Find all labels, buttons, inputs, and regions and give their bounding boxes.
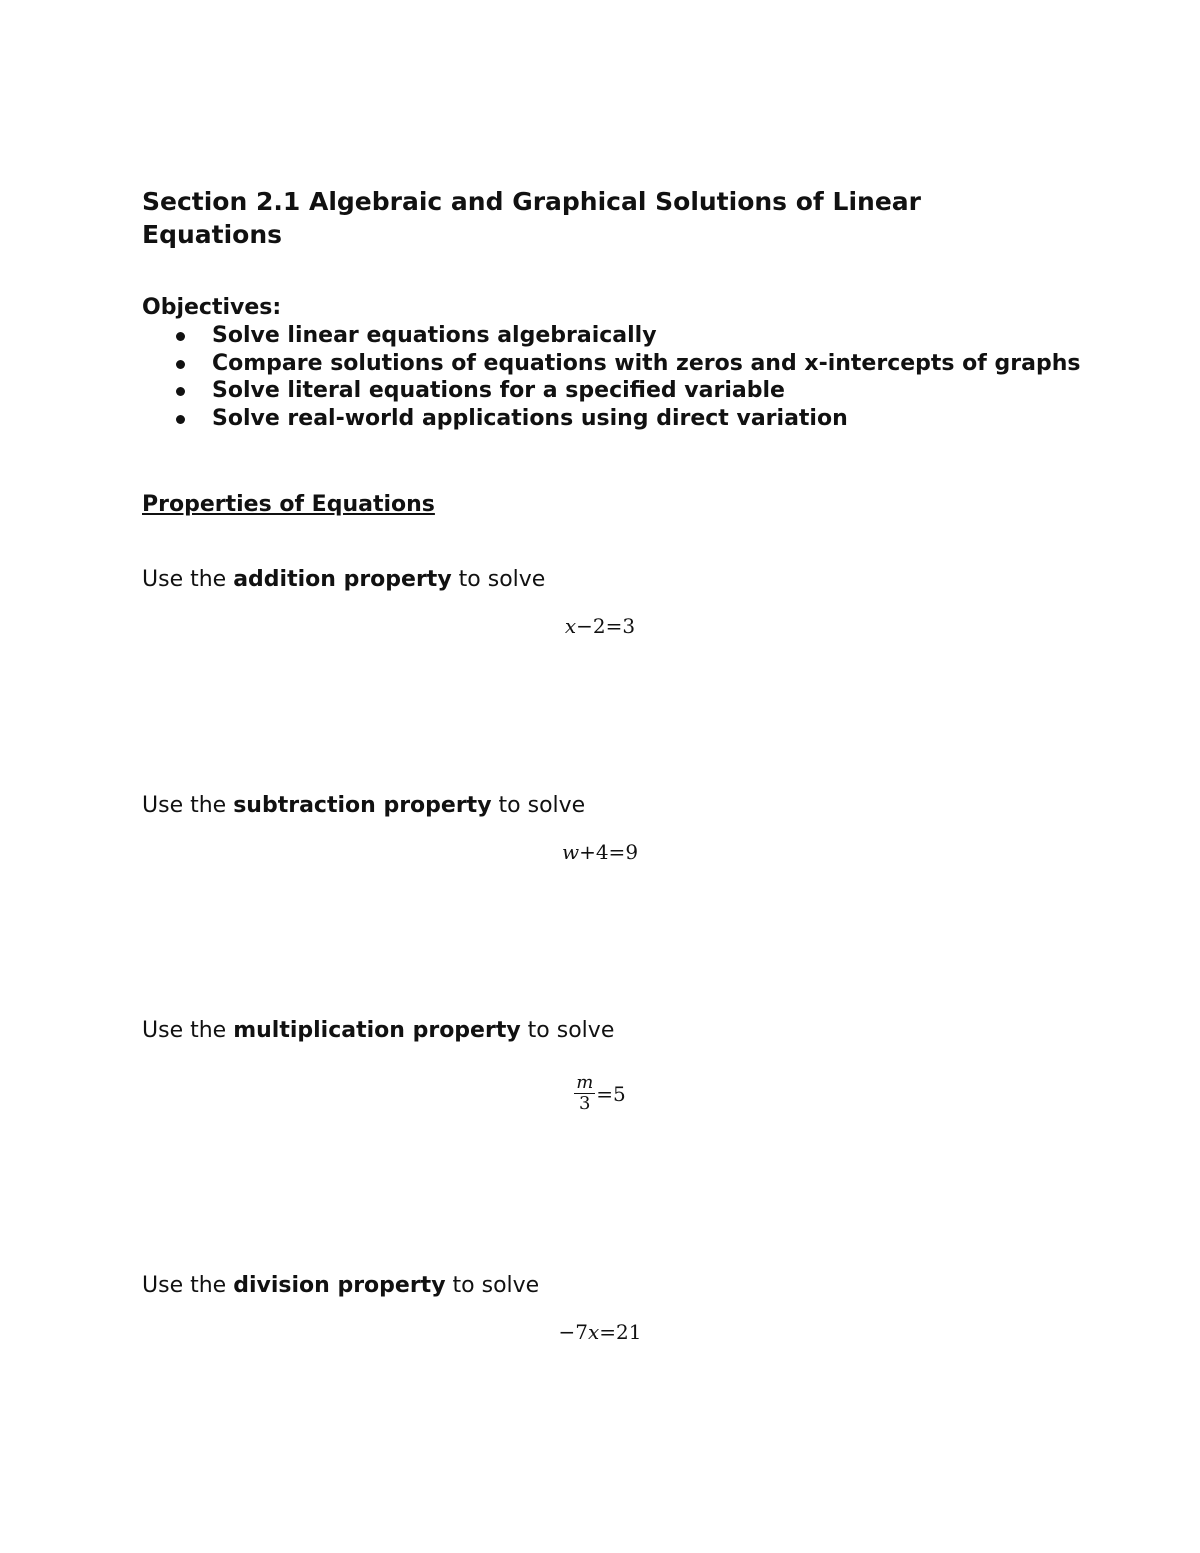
addition-equation xyxy=(0,613,1200,639)
equation-rest: −2=3 xyxy=(576,614,636,638)
objective-item xyxy=(142,322,1102,350)
equation-rest: +4=9 xyxy=(579,840,639,864)
multiplication-prompt xyxy=(142,1017,614,1045)
bullet-icon xyxy=(176,415,185,424)
multiplication-equation xyxy=(0,1068,1200,1114)
objective-text: Solve linear equations algebraically xyxy=(212,323,657,348)
objective-text: Compare solutions of equations with zeros and x-intercepts of graphs xyxy=(212,350,1081,376)
objective-text: Solve literal equations for a specified variable xyxy=(212,378,785,403)
prompt-prefix: Use the xyxy=(142,793,234,818)
page-title: Section 2.1 Algebraic and Graphical Solutions of Linear Equations xyxy=(142,187,921,249)
prompt-suffix: to solve xyxy=(451,567,546,592)
property-name: multiplication property xyxy=(233,1018,521,1043)
prompt-prefix: Use the xyxy=(142,1273,234,1298)
equation-variable: x xyxy=(587,1320,600,1344)
fraction-numerator: m xyxy=(576,1072,594,1093)
equation-coefficient: −7 xyxy=(558,1320,588,1344)
subtraction-equation xyxy=(0,839,1200,865)
equation-rest: =5 xyxy=(596,1081,626,1106)
bullet-icon xyxy=(176,360,185,369)
division-equation xyxy=(0,1319,1200,1345)
equation-variable: w xyxy=(561,840,580,864)
objectives-heading: Objectives: xyxy=(142,295,282,320)
objective-text: Solve real-world applications using direct variation xyxy=(212,405,848,431)
prompt-prefix: Use the xyxy=(142,567,234,592)
prompt-suffix: to solve xyxy=(491,793,586,818)
equation-rest: =21 xyxy=(599,1320,642,1344)
objective-item xyxy=(142,377,1102,405)
objective-item xyxy=(142,350,1102,378)
property-name: addition property xyxy=(233,567,452,592)
objectives-list xyxy=(142,322,1102,432)
subtraction-prompt xyxy=(142,792,585,820)
property-name: subtraction property xyxy=(233,793,492,818)
bullet-icon xyxy=(176,332,185,341)
fraction-expression xyxy=(574,1073,626,1114)
fraction xyxy=(574,1073,595,1114)
equation-variable: x xyxy=(564,614,577,638)
bullet-icon xyxy=(176,387,185,396)
objective-item xyxy=(142,405,1102,433)
addition-prompt xyxy=(142,566,545,594)
fraction-denominator: 3 xyxy=(579,1093,591,1114)
division-prompt xyxy=(142,1272,539,1300)
section-heading: Properties of Equations xyxy=(142,492,435,517)
prompt-suffix: to solve xyxy=(445,1273,540,1298)
prompt-suffix: to solve xyxy=(520,1018,615,1043)
property-name: division property xyxy=(233,1273,446,1298)
prompt-prefix: Use the xyxy=(142,1018,234,1043)
